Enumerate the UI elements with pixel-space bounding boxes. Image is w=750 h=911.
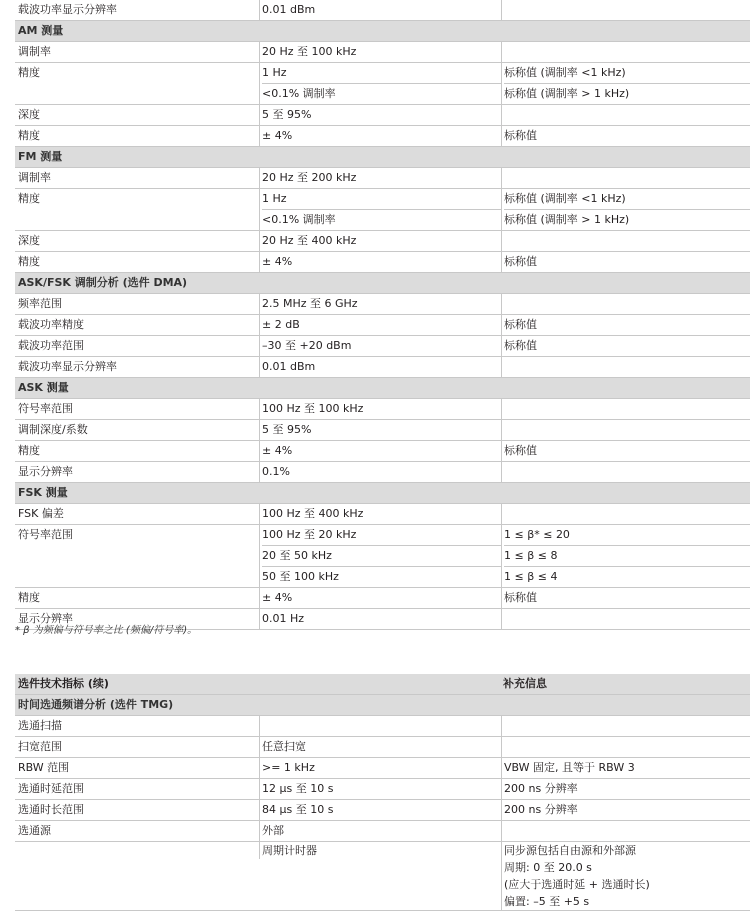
info-line: [504, 357, 750, 377]
section-header: [15, 21, 750, 42]
spec-value: [259, 105, 501, 125]
section-title: FSK 测量: [18, 486, 68, 499]
supplemental-info: [501, 42, 750, 62]
section-title: AM 测量: [18, 24, 64, 37]
parameter-name: RBW 范围: [18, 761, 70, 774]
table-row: [15, 294, 750, 315]
table-row: [15, 462, 750, 483]
info-line: 标称值 (调制率 > 1 kHz): [504, 213, 630, 226]
section-header: [15, 273, 750, 294]
spec-line: 0.1%: [262, 465, 290, 478]
table-row: [15, 63, 750, 105]
spec-line: 50 至 100 kHz: [262, 570, 339, 583]
supplemental-info: [501, 504, 750, 524]
parameter-name: 精度: [18, 129, 40, 142]
spec-line: 1 Hz: [262, 189, 501, 210]
table-row: [15, 126, 750, 147]
info-line: [504, 821, 750, 841]
table-row: [15, 189, 750, 231]
spec-line: 0.01 Hz: [262, 612, 305, 625]
spec-value: [259, 716, 501, 736]
spec-line: 20 Hz 至 100 kHz: [262, 45, 357, 58]
spec-line: 5 至 95%: [262, 423, 312, 436]
supplemental-info: [501, 462, 750, 482]
parameter-name: 选通扫描: [18, 719, 62, 732]
info-line: [504, 420, 750, 440]
footnote: * β 为频偏与符号率之比 (频偏/符号率)。: [15, 625, 198, 636]
info-line: [504, 294, 750, 314]
spec-line: 100 Hz 至 100 kHz: [262, 402, 364, 415]
info-line: 同步源包括自由源和外部源: [504, 844, 636, 857]
spec-line: 20 Hz 至 400 kHz: [262, 234, 357, 247]
supplemental-info: [501, 800, 750, 820]
spec-line: ± 4%: [262, 444, 293, 457]
supplemental-info: [501, 294, 750, 314]
supplemental-info: [501, 716, 750, 736]
spec-value: [259, 821, 501, 841]
parameter-name: FSK 偏差: [18, 507, 64, 520]
parameter-name: 选通源: [18, 824, 51, 837]
table-row: [15, 168, 750, 189]
supplemental-info: [501, 441, 750, 461]
spec-value: [259, 779, 501, 799]
header-title: 选件技术指标 (续): [18, 677, 109, 690]
parameter-name: 调制深度/系数: [18, 423, 88, 436]
table-row: [15, 800, 750, 821]
supplemental-info: [501, 779, 750, 799]
parameter-name: 显示分辨率: [18, 612, 73, 625]
info-line: [504, 231, 750, 251]
info-line: 1 ≤ β ≤ 8: [504, 546, 750, 567]
supplemental-info: [501, 842, 750, 910]
info-line: [504, 399, 750, 419]
parameter-name: 精度: [18, 591, 40, 604]
spec-value: [259, 737, 501, 757]
parameter-name: 载波功率范围: [18, 339, 84, 352]
spec-value: [259, 588, 501, 608]
supplemental-info: [501, 399, 750, 419]
parameter-name: 显示分辨率: [18, 465, 73, 478]
supplemental-info: [501, 231, 750, 251]
table-row: [15, 420, 750, 441]
header-spacer: [259, 674, 501, 694]
spec-line: <0.1% 调制率: [262, 87, 336, 100]
spec-value: [259, 0, 501, 20]
spec-value: [259, 420, 501, 440]
spec-value: [259, 357, 501, 377]
info-line: (应大于选通时延 + 选通时长): [504, 878, 650, 891]
info-line: 标称值: [504, 444, 537, 457]
info-line: 标称值: [504, 339, 537, 352]
supplemental-info: [501, 189, 750, 230]
spec-table-1: [15, 0, 750, 630]
spec-value: [259, 63, 501, 104]
supplemental-info: [501, 737, 750, 757]
parameter-name: 符号率范围: [18, 402, 73, 415]
table-row: [15, 758, 750, 779]
section-title: 时间选通频谱分析 (选件 TMG): [18, 698, 174, 711]
table-row: [15, 842, 750, 911]
table-row: [15, 441, 750, 462]
spec-line: <0.1% 调制率: [262, 213, 336, 226]
table-row: [15, 105, 750, 126]
info-line: 标称值: [504, 255, 537, 268]
table-row: [15, 357, 750, 378]
info-line: 标称值 (调制率 > 1 kHz): [504, 87, 630, 100]
parameter-name: [15, 842, 259, 862]
spec-line: ± 4%: [262, 255, 293, 268]
parameter-name: 精度: [18, 192, 40, 205]
parameter-name: 选通时长范围: [18, 803, 84, 816]
table-row: [15, 525, 750, 588]
info-line: [504, 105, 750, 125]
spec-line: 1 Hz: [262, 63, 501, 84]
info-line: 偏置: –5 至 +5 s: [504, 895, 590, 908]
info-line: [504, 716, 750, 736]
info-line: [504, 737, 750, 757]
info-line: 200 ns 分辨率: [504, 782, 578, 795]
supplemental-info: [501, 0, 750, 20]
table-row: [15, 399, 750, 420]
section-header: [15, 695, 750, 716]
parameter-name: 调制率: [18, 45, 51, 58]
spec-line: 20 Hz 至 200 kHz: [262, 171, 357, 184]
supplemental-info: [501, 357, 750, 377]
info-line: VBW 固定, 且等于 RBW 3: [504, 761, 635, 774]
spec-value: [259, 525, 501, 587]
spec-line: 100 Hz 至 400 kHz: [262, 507, 364, 520]
info-line: [504, 168, 750, 188]
spec-line: ± 2 dB: [262, 318, 300, 331]
section-title: FM 测量: [18, 150, 63, 163]
spec-line: ± 4%: [262, 129, 293, 142]
spec-value: [259, 842, 501, 859]
spec-value: [259, 294, 501, 314]
spec-value: [259, 399, 501, 419]
spec-value: [259, 609, 501, 629]
parameter-name: 载波功率显示分辨率: [18, 3, 117, 16]
spec-line: 100 Hz 至 20 kHz: [262, 525, 501, 546]
spec-value: [259, 168, 501, 188]
supplemental-info: [501, 588, 750, 608]
table-row: [15, 252, 750, 273]
supplemental-info: [501, 525, 750, 587]
spec-value: [259, 758, 501, 778]
spec-value: [259, 462, 501, 482]
info-line: 标称值 (调制率 <1 kHz): [504, 63, 750, 84]
table-row: [15, 336, 750, 357]
spec-value: [259, 800, 501, 820]
table-row: [15, 504, 750, 525]
supplemental-info: [501, 252, 750, 272]
info-line: 200 ns 分辨率: [504, 803, 578, 816]
parameter-name: 频率范围: [18, 297, 62, 310]
info-line: [504, 462, 750, 482]
section-title: ASK/FSK 调制分析 (选件 DMA): [18, 276, 188, 289]
spec-line: 84 µs 至 10 s: [262, 803, 334, 816]
supplemental-info: [501, 168, 750, 188]
spec-line: 5 至 95%: [262, 108, 312, 121]
table-row: [15, 821, 750, 842]
info-line: 标称值: [504, 591, 537, 604]
supplemental-info: [501, 821, 750, 841]
parameter-name: 选通时延范围: [18, 782, 84, 795]
info-line: 1 ≤ β* ≤ 20: [504, 525, 750, 546]
section-header: [15, 483, 750, 504]
parameter-name: 深度: [18, 234, 40, 247]
parameter-name: 深度: [18, 108, 40, 121]
parameter-name: 精度: [18, 444, 40, 457]
info-line: 标称值: [504, 318, 537, 331]
table-row: [15, 737, 750, 758]
section-title: ASK 测量: [18, 381, 69, 394]
spec-value: [259, 504, 501, 524]
parameter-name: 载波功率显示分辨率: [18, 360, 117, 373]
supplemental-info: [501, 126, 750, 146]
table-row: [15, 716, 750, 737]
parameter-name: 精度: [18, 66, 40, 79]
table-row: [15, 0, 750, 21]
table-row: [15, 588, 750, 609]
info-line: 周期: 0 至 20.0 s: [504, 861, 592, 874]
table-row: [15, 315, 750, 336]
spec-value: [259, 336, 501, 356]
spec-line: ± 4%: [262, 591, 293, 604]
spec-value: [259, 252, 501, 272]
supplemental-info: [501, 315, 750, 335]
info-line: [504, 42, 750, 62]
spec-value: [259, 126, 501, 146]
spec-table-2: [15, 674, 750, 911]
parameter-name: 调制率: [18, 171, 51, 184]
supplemental-info: [501, 609, 750, 629]
spec-line: 0.01 dBm: [262, 360, 316, 373]
info-line: [504, 504, 750, 524]
spec-line: 12 µs 至 10 s: [262, 782, 334, 795]
spec-line: >= 1 kHz: [262, 761, 315, 774]
info-line: 标称值: [504, 129, 537, 142]
spec-value: [259, 441, 501, 461]
supplemental-info: [501, 758, 750, 778]
spec-value: [259, 315, 501, 335]
spec-line: –30 至 +20 dBm: [262, 339, 352, 352]
spec-line: 任意扫宽: [262, 740, 306, 753]
table-header: [15, 674, 750, 695]
spec-value: [259, 42, 501, 62]
spec-line: [262, 716, 501, 736]
table-row: [15, 231, 750, 252]
info-line: 1 ≤ β ≤ 4: [504, 570, 558, 583]
section-header: [15, 378, 750, 399]
spec-value: [259, 231, 501, 251]
info-line: [504, 0, 750, 20]
parameter-name: 扫宽范围: [18, 740, 62, 753]
spec-line: 20 至 50 kHz: [262, 546, 501, 567]
info-line: [504, 609, 750, 629]
spec-value: [259, 189, 501, 230]
supplemental-info: [501, 420, 750, 440]
spec-line: 周期计时器: [262, 844, 317, 857]
supplemental-info: [501, 336, 750, 356]
supplemental-info: [501, 105, 750, 125]
table-row: [15, 42, 750, 63]
spec-line: 0.01 dBm: [262, 3, 316, 16]
section-header: [15, 147, 750, 168]
supplemental-info: [501, 63, 750, 104]
parameter-name: 精度: [18, 255, 40, 268]
parameter-name: 符号率范围: [18, 528, 73, 541]
info-line: 标称值 (调制率 <1 kHz): [504, 189, 750, 210]
table-row: [15, 779, 750, 800]
spec-line: 2.5 MHz 至 6 GHz: [262, 297, 358, 310]
parameter-name: 载波功率精度: [18, 318, 84, 331]
spec-line: 外部: [262, 824, 284, 837]
header-supplemental: 补充信息: [503, 677, 547, 690]
